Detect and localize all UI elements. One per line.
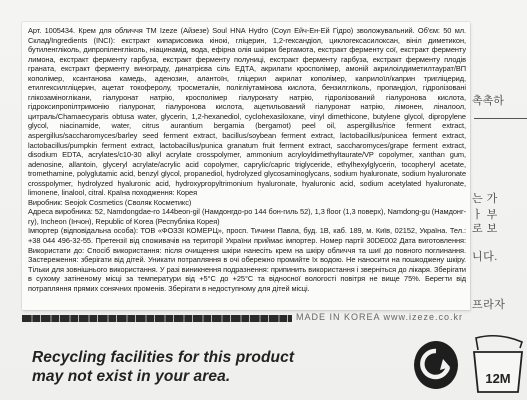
ingredients-paragraph: Арт. 1005434. Крем для обличчя TM Izeze (Айзезе) Soul HNA Hydro (Соул Ейч-Ен-Ей Гідро) зволожувальний. Об'єм: 50 мл. Склад/Ingredients (INCI): екстракт кипарисовика кінокі, гліцерин, 1,2-гександіол, циклогексасилоксан, вініл диметикон, бутиленгліколь, дипропіленгліколь, ніацинамід, вода, ефірна олія шкірки бергамота, екстракт ферменту сої, екстракт ферменту лимона, екстракт ферменту гарбуза, екстракт ферменту полуниці, екстракт ферменту гарбуза, екстракт ферменту плодів граната, екстракт ферменту винограду, динатрієва сіль ЕДТА, акрилати кросполімер, амоній акрилоілдиметилтаурат/ВП кополімер, ксантанова камедь, аденозин, алантоїн, гліцерил акрилат кополімер, каприлоїл/каприн тригліцерид, етилгексилгліцерин, ацетат токоферолу, тросметалін, полігліутамінова кислота, бензилгліколь, пропандіол, гідролізовані глікозаміноглікани, гіалуронат натрію, кросполімер гіалуронату натрію, гідролізований гіалуронова кислота, гідроксипропілтримонію гіалуронат, гіалуронова кислота, ацетильований гіалуронат натрію, лімонен, ліналоол, цитраль/Chamaecyparis obtusa water, glycerin, 1,2-hexanediol, cyclohexasiloxane, vinyl dimethicone, butylene glycol, dipropylene glycol, niacinamide, water, citrus aurantium bergamia (bergamot) peel oil, aspergillus/rice ferment extract, aspergillus/saccharomyces/barley seed ferment extract, bacillus/soybean ferment extract, lactobacillus/punicea ferment extract, lactobacillus/pumpkin ferment extract, lactobacillus/punica granatum fruit ferment extract, saccharomyces/grape ferment extract, disodium EDTA, acrylates/c10-30 alkyl acrylate crosspolymer, ammonium acryloyldimethyltaurate/VP copolymer, xanthan gum, adenosine, allantoin, glyceryl acrylate/acrylic acid copolymer, caprylic/capric triglyceride, ethylhexylglycerin, tocopheryl acetate, tromethamine, polyglutamic acid, benzyl glycol, propanediol, hydrolyzed glycosaminoglycans, sodium hyaluronate, sodium hyaluronate crosspolymer, hydrolyzed hyaluronic acid, hydroxypropyltrimonium hyaluronate, hyaluronic acid, sodium acetylated hyaluronate, limonene, linalool, citral. Країна походження: Корея [28,26,466,198]
importer-and-usage: Імпортер (відповідальна особа): ТОВ «ФОЗЗІ КОМЕРЦ», просп. Тичини Павла, буд. 1В, каб. 189, м. Київ, 02152, Україна. Тел.: +38 044 496-32-55. Претензії від споживачів на території України приймає імпортер. Номер партії 30DE002 Дата виготовлення: Використати до: Спосіб використання: після очищення шкіри нанесіть крем на шкіру обличчя та шиї до повного поглинання. Застереження: зберігати від дітей. Уникати потрапляння в очі обережно промийте їх водою. Не наносити на пошкоджену шкіру. Тільки для зовнішнього використання. У разі виникнення подразнення: припинить використання і зверніться до лікаря. Зберігати в сухому затіненому місці за температури від +5°С до +25°С та відносної вологості повітря не вище 75%. Берегти від потрапляння прямих сонячних променів. Зберігати в недоступному для дітей місці. [28,226,466,293]
label-text [28,26,466,293]
manufacturer-line: Виробник: Seojok Cosmetics (Своляк Косметикс) [28,197,192,207]
korean-text-line: ㅏ 부 [472,209,498,221]
recycling-notice-line1: Recycling facilities for this product [32,349,295,366]
recycling-notice-line2: may not exist in your area. [32,368,231,385]
open-jar-icon [470,334,526,396]
divider-line [474,118,527,119]
korean-text-line: 로 보 [472,223,498,235]
korean-text-line: 니다. [472,251,498,263]
made-in-korea-text: MADE IN KOREA www.izeze.co.kr [296,312,464,322]
obscured-text [22,315,292,322]
korean-text-top: 촉촉하 [472,95,504,107]
korean-text-line: 프라자 [472,299,506,311]
partially-covered-text-strip [22,311,522,323]
recycling-loop-icon [412,339,460,391]
manufacturer-address: Адреса виробника: 52, Namdongdae-ro 144beon-gil (Намдонгдо-ро 144 бон-гиль 52), 1,3 floor (1,3 поверх), Namdong-gu (Намдонг-гу), Incheon (Інчон), Republic of Korea (Республіка Корея) [28,207,466,226]
recycling-notice [32,348,294,386]
pao-12m-label: 12M [485,371,511,386]
korean-text-line: 는 가 [472,193,498,205]
ukrainian-label-sticker [22,22,470,310]
